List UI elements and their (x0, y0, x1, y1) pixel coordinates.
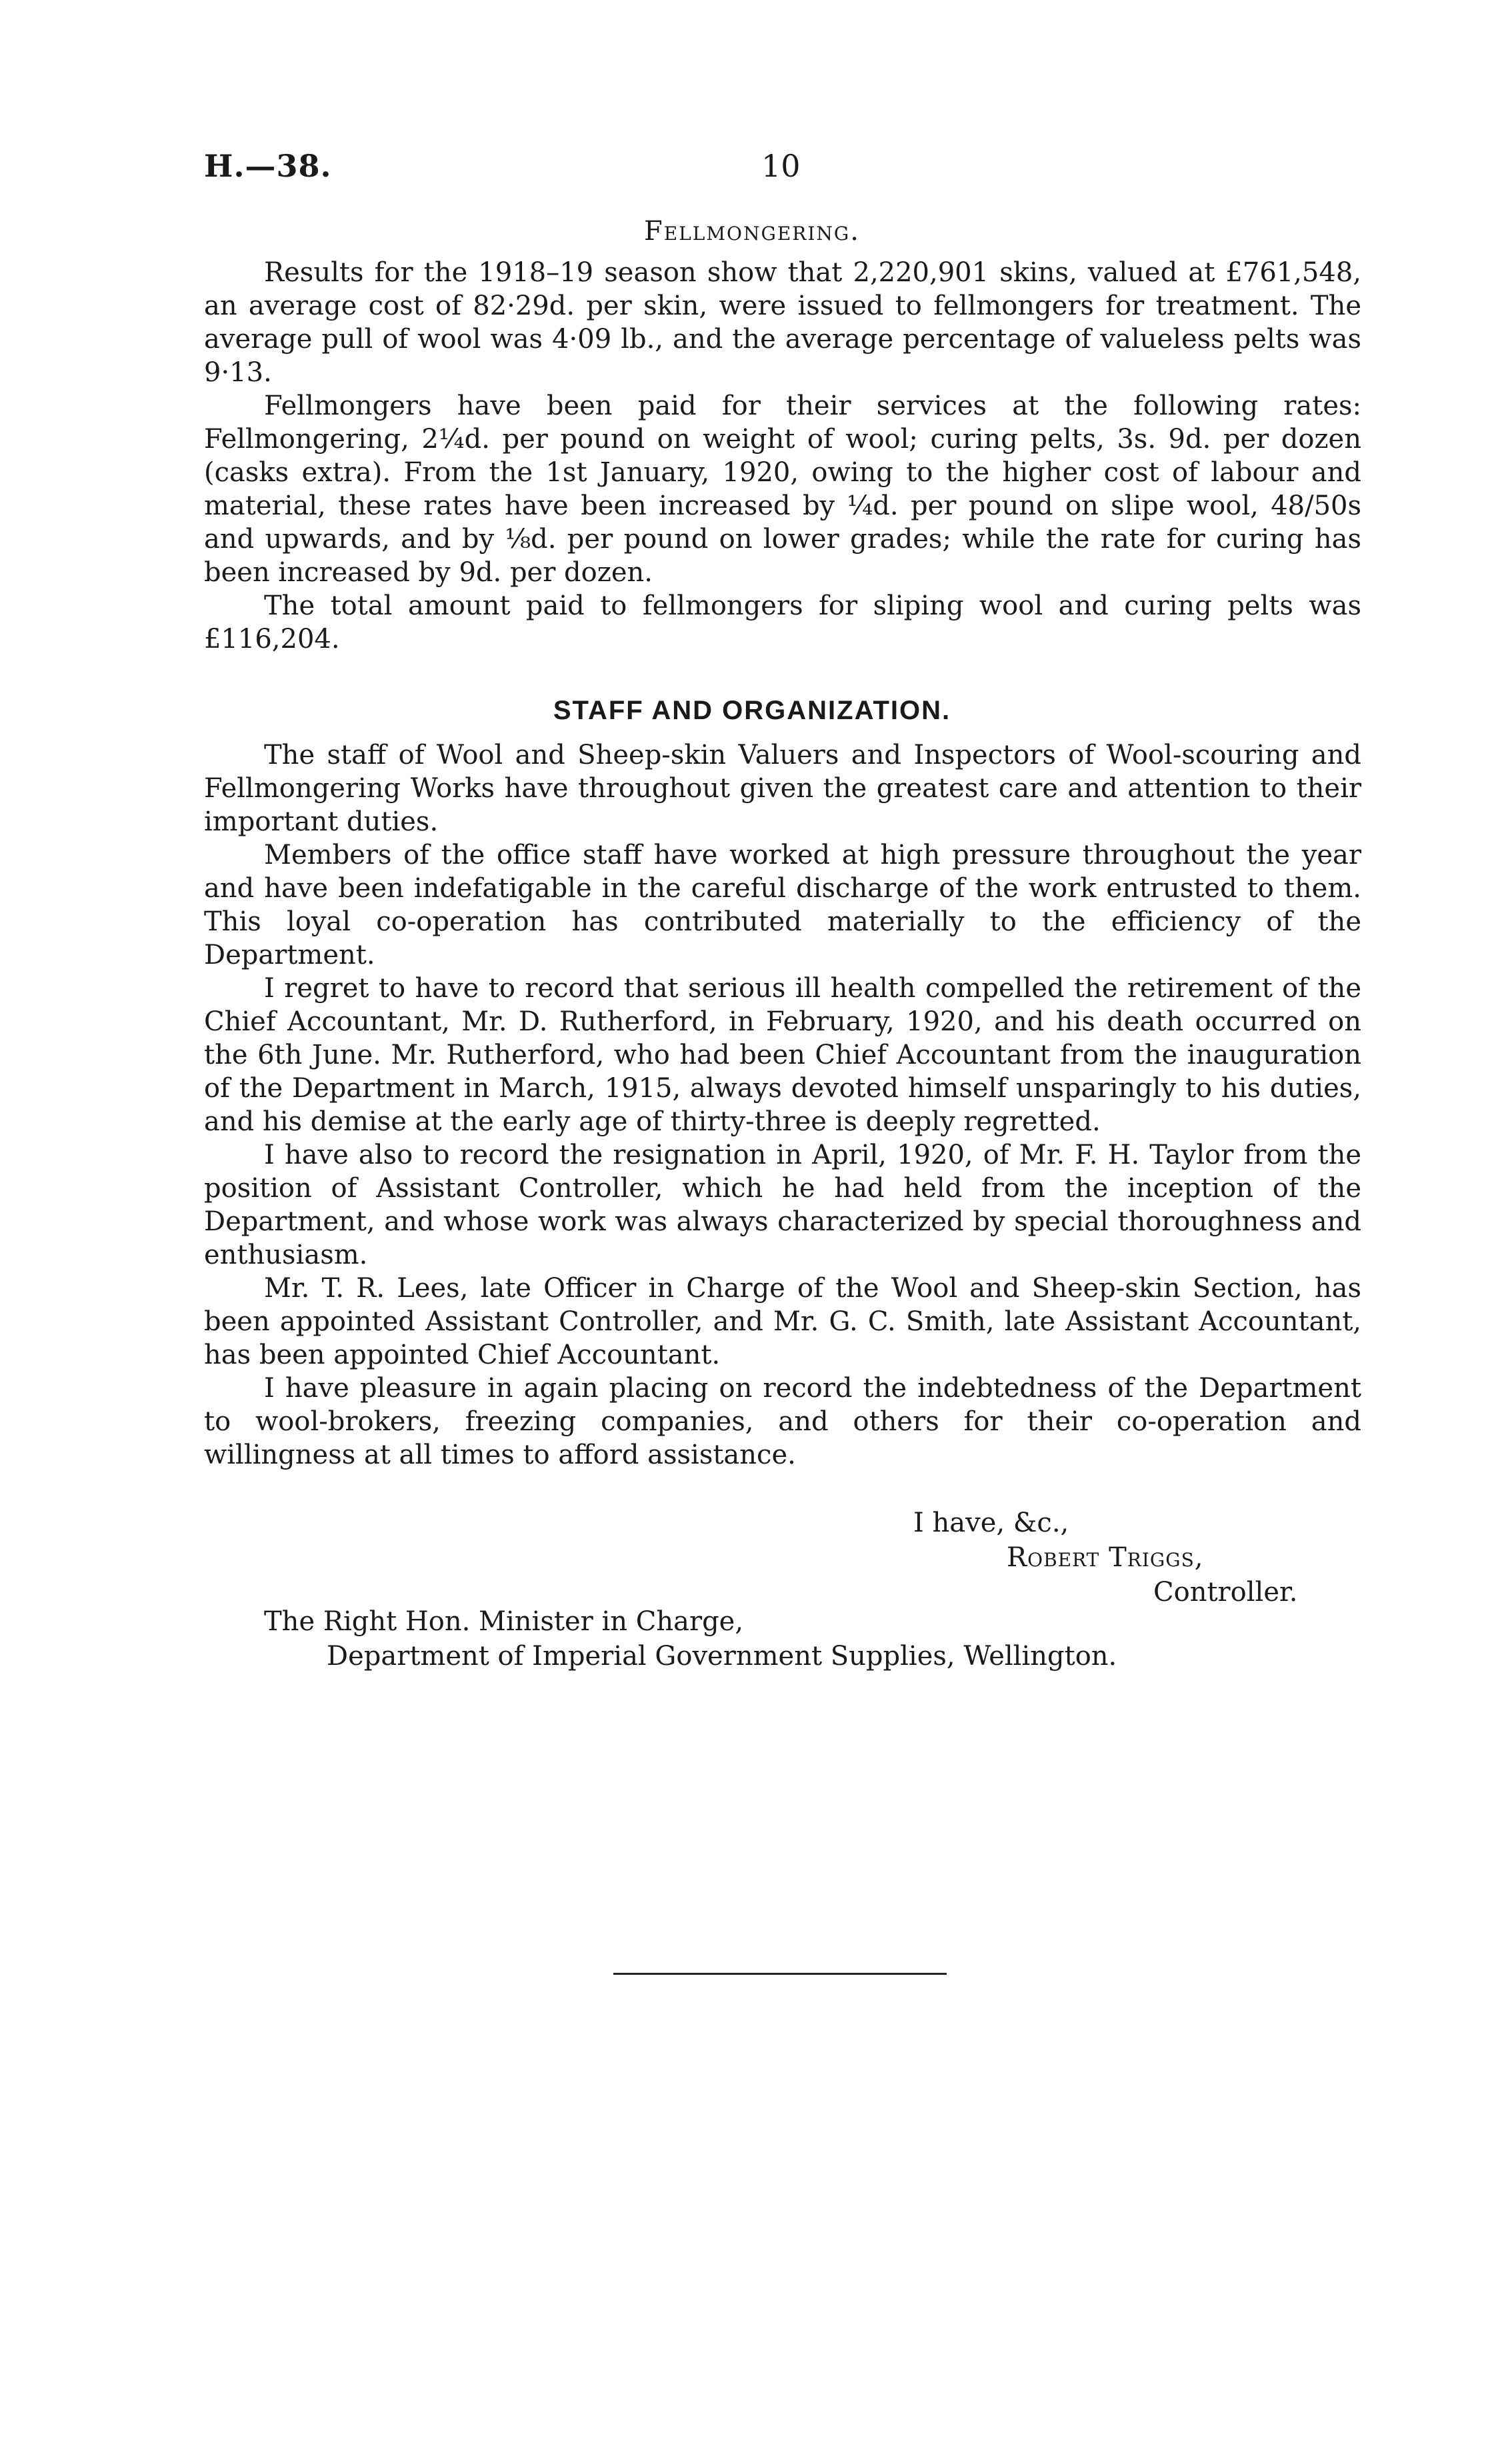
fellmongering-paragraph-1: Results for the 1918–19 season show that 2,220,901 skins, valued at £761,548, an average cost of 82·29d. per skin, were issued to fellmongers for treatment. The average pull of wool was 4·09 lb., and the average percentage of valueless pelts was 9·13. (204, 257, 1361, 388)
signatory-name: Robert Triggs, (1007, 1542, 1204, 1573)
staff-paragraph-5: Mr. T. R. Lees, late Officer in Charge of the Wool and Sheep-skin Section, has been appointed Assistant Controller, and Mr. G. C. Smith, late Assistant Accountant, has been appointed Chief Accountant. (204, 1273, 1361, 1370)
staff-paragraph-3: I regret to have to record that serious ill health compelled the retirement of the Chief Accountant, Mr. D. Rutherford, in February, 1920, and his death occurred on the 6th June. Mr. Rutherford, who had been Chief Accountant from the inauguration of the Department in March, 1915, always devoted himself unsparingly to his duties, and his demise at the early age of thirty-three is deeply regretted. (204, 973, 1361, 1137)
staff-paragraph-2: Members of the office staff have worked at high pressure throughout the year and have been indefatigable in the careful discharge of the work entrusted to them. This loyal co-operation has contributed materially to the efficiency of the Department. (204, 840, 1361, 970)
end-divider (613, 1973, 947, 1975)
document-reference: H.—38. (204, 148, 332, 184)
fellmongering-heading: Fellmongering. (643, 216, 861, 247)
page-number: 10 (761, 148, 801, 184)
addressee-line-1: The Right Hon. Minister in Charge, (264, 1606, 744, 1637)
addressee-line-2: Department of Imperial Government Supplies, Wellington. (327, 1641, 1117, 1672)
staff-paragraph-4: I have also to record the resignation in April, 1920, of Mr. F. H. Taylor from the position of Assistant Controller, which he had held from the inception of the Department, and whose work was always characterized by special thoroughness and enthusiasm. (204, 1140, 1361, 1270)
staff-organization-heading: STAFF AND ORGANIZATION. (553, 696, 951, 725)
staff-paragraph-1: The staff of Wool and Sheep-skin Valuers and Inspectors of Wool-scouring and Fellmongering Works have throughout given the greatest care and attention to their important duties. (204, 740, 1361, 837)
staff-paragraph-6: I have pleasure in again placing on record the indebtedness of the Department to wool-brokers, freezing companies, and others for their co-operation and willingness at all times to afford assistance. (204, 1373, 1361, 1470)
fellmongering-section (204, 256, 1361, 656)
fellmongering-paragraph-3: The total amount paid to fellmongers for sliping wool and curing pelts was £116,204. (204, 591, 1361, 654)
fellmongering-paragraph-2: Fellmongers have been paid for their services at the following rates: Fellmongering, 2¼d. per pound on weight of wool; curing pelts, 3s. 9d. per dozen (casks extra). From the 1st January, 1920, owing to the higher cost of labour and material, these rates have been increased by ¼d. per pound on slipe wool, 48/50s and upwards, and by ⅛d. per pound on lower grades; while the rate for curing has been increased by 9d. per dozen. (204, 391, 1361, 588)
salutation: I have, &c., (913, 1508, 1069, 1538)
signatory-title: Controller. (1153, 1577, 1298, 1608)
staff-section (204, 738, 1361, 1472)
